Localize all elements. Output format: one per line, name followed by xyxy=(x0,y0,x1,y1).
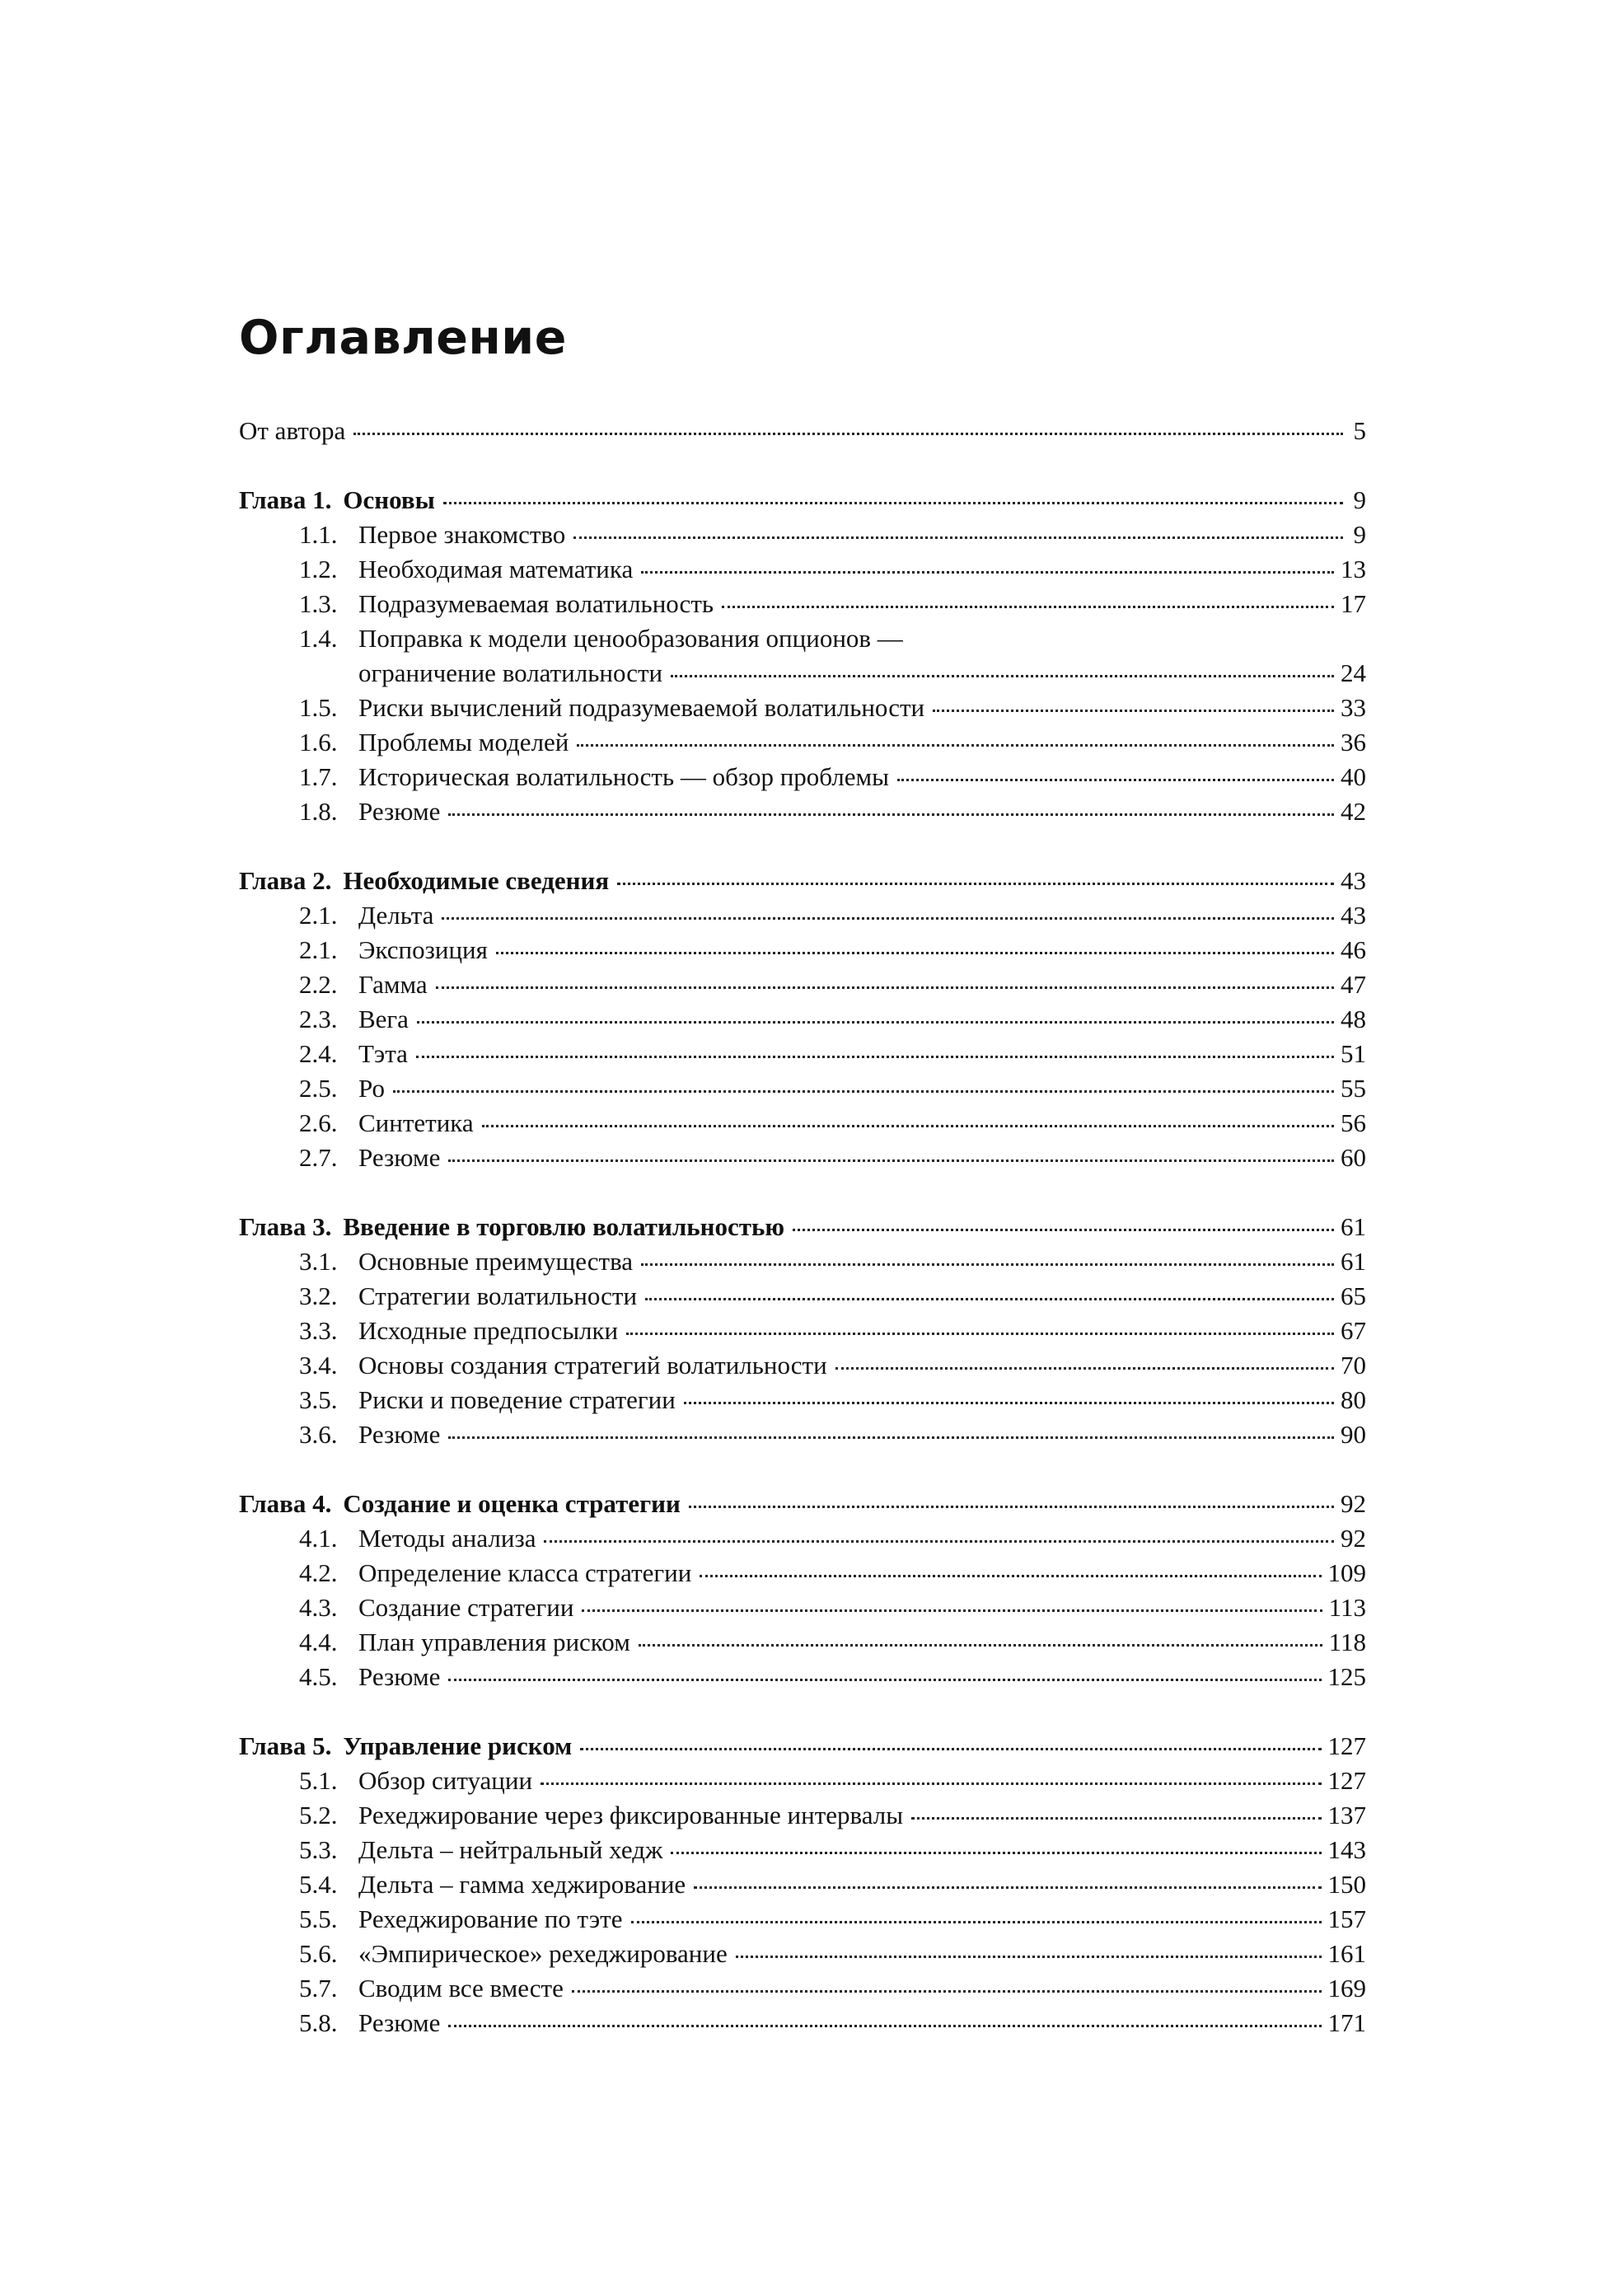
dot-leader xyxy=(442,917,1334,920)
toc-page-number: 56 xyxy=(1341,1108,1366,1137)
toc-section-title: Резюме xyxy=(358,1420,441,1449)
toc-section-entry xyxy=(299,621,1366,656)
toc-section-title: Создание стратегии xyxy=(358,1593,574,1622)
toc-section-title: Синтетика xyxy=(358,1108,474,1137)
toc-section-entry xyxy=(299,1902,1366,1937)
toc-entry-title: От автора xyxy=(239,416,346,445)
toc-section-title: Сводим все вместе xyxy=(358,1974,564,2003)
toc-section-entry xyxy=(299,1417,1366,1452)
dot-leader xyxy=(671,1852,1321,1854)
toc-page-number: 46 xyxy=(1341,935,1366,964)
toc-section-number: 3.5. xyxy=(299,1385,338,1414)
toc-section-title: Основные преимущества xyxy=(358,1247,634,1276)
toc-section-entry xyxy=(299,725,1366,760)
toc-section-entry xyxy=(299,1279,1366,1314)
dot-leader xyxy=(639,1644,1322,1647)
toc-page-number: 65 xyxy=(1341,1281,1366,1310)
toc-page-number: 48 xyxy=(1341,1005,1366,1033)
toc-page-number: 171 xyxy=(1327,2008,1366,2037)
toc-section-entry xyxy=(299,1071,1366,1106)
toc-section-number: 5.7. xyxy=(299,1974,338,2003)
dot-leader xyxy=(641,1263,1334,1266)
toc-page-number: 127 xyxy=(1327,1731,1366,1760)
toc-section-number: 5.3. xyxy=(299,1835,338,1864)
toc-page-number: 43 xyxy=(1341,866,1366,895)
dot-leader xyxy=(448,2025,1321,2027)
toc-section-title: Дельта – нейтральный хедж xyxy=(358,1835,663,1864)
toc-section-entry xyxy=(299,898,1366,933)
toc-section-entry xyxy=(299,691,1366,725)
toc-section-title: Стратегии волатильности xyxy=(358,1281,638,1310)
dot-leader xyxy=(577,744,1334,747)
dot-leader xyxy=(911,1817,1321,1820)
toc-section-number: 5.8. xyxy=(299,2008,338,2037)
toc-section-number: 3.3. xyxy=(299,1316,338,1345)
dot-leader xyxy=(448,1679,1321,1681)
toc-section-title: Определение класса стратегии xyxy=(358,1558,692,1587)
dot-leader xyxy=(631,1921,1322,1923)
dot-leader xyxy=(626,1333,1334,1335)
toc-section-number: 4.2. xyxy=(299,1558,338,1587)
dot-leader xyxy=(736,1956,1322,1958)
toc-chapter-1 xyxy=(239,483,1366,518)
toc-page-number: 169 xyxy=(1327,1974,1366,2003)
dot-leader xyxy=(933,710,1334,712)
dot-leader xyxy=(641,571,1334,574)
toc-section-number: 1.7. xyxy=(299,762,338,791)
toc-page-number: 125 xyxy=(1327,1662,1366,1691)
dot-leader xyxy=(573,536,1343,539)
toc-section-number: 2.7. xyxy=(299,1143,338,1172)
toc-page-number: 109 xyxy=(1327,1558,1366,1587)
toc-section-title: Методы анализа xyxy=(358,1524,536,1553)
toc-page-number: 67 xyxy=(1341,1316,1366,1345)
toc-chapter-label: Глава 4. xyxy=(239,1489,332,1518)
toc-section-title: Тэта xyxy=(358,1039,408,1068)
toc-section-continuation xyxy=(299,656,1366,691)
toc-section-number: 1.5. xyxy=(299,693,338,722)
toc-section-title: Рехеджирование через фиксированные интервалы xyxy=(358,1801,904,1829)
toc-section-title: Вега xyxy=(358,1005,409,1033)
toc-section-entry xyxy=(299,760,1366,794)
toc-page-number: 161 xyxy=(1327,1939,1366,1968)
toc-page-number: 61 xyxy=(1341,1247,1366,1276)
toc-section-number: 4.3. xyxy=(299,1593,338,1622)
toc-section-title-continued: ограничение волатильности xyxy=(358,658,663,687)
toc-section-entry xyxy=(299,1556,1366,1590)
toc-section-title: Резюме xyxy=(358,1662,441,1691)
toc-section-entry xyxy=(299,518,1366,552)
toc-section-number: 2.4. xyxy=(299,1039,338,1068)
toc-section-title: Необходимая математика xyxy=(358,555,634,583)
toc-page-number: 92 xyxy=(1341,1524,1366,1553)
dot-leader xyxy=(580,1748,1321,1750)
toc-section-title: Дельта – гамма хеджирование xyxy=(358,1870,686,1899)
toc-section-number: 4.4. xyxy=(299,1628,338,1656)
dot-leader xyxy=(645,1298,1334,1300)
toc-section-entry xyxy=(299,1764,1366,1798)
toc-page-number: 24 xyxy=(1341,658,1366,687)
toc-section-title: Основы создания стратегий волатильности xyxy=(358,1351,827,1380)
dot-leader xyxy=(689,1506,1334,1508)
toc-section-title: Экспозиция xyxy=(358,935,488,964)
toc-section-entry xyxy=(299,1314,1366,1348)
toc-page-number: 137 xyxy=(1327,1801,1366,1829)
toc-page-number: 47 xyxy=(1341,970,1366,999)
toc-page-number: 33 xyxy=(1341,693,1366,722)
toc-chapter-label: Глава 2. xyxy=(239,866,332,895)
toc-section-title: Ро xyxy=(358,1074,385,1103)
toc-section-number: 1.6. xyxy=(299,728,338,757)
toc-section-title: Обзор ситуации xyxy=(358,1766,533,1795)
toc-section-title: Первое знакомство xyxy=(358,520,566,549)
toc-section-entry xyxy=(299,1106,1366,1141)
toc-page-number: 40 xyxy=(1341,762,1366,791)
dot-leader xyxy=(482,1125,1334,1127)
toc-chapter-title: Основы xyxy=(343,485,435,514)
dot-leader xyxy=(496,952,1334,954)
toc-page-number: 5 xyxy=(1353,416,1366,445)
toc-section-entry xyxy=(299,1348,1366,1383)
toc-section-number: 5.1. xyxy=(299,1766,338,1795)
toc-page-number: 43 xyxy=(1341,901,1366,930)
dot-leader xyxy=(541,1782,1321,1785)
toc-section-number: 1.4. xyxy=(299,624,338,653)
dot-leader xyxy=(448,1436,1334,1439)
dot-leader xyxy=(700,1575,1321,1577)
toc-section-number: 2.1. xyxy=(299,935,338,964)
toc-section-number: 2.5. xyxy=(299,1074,338,1103)
toc-section-title: Риски и поведение стратегии xyxy=(358,1385,676,1414)
toc-page-number: 17 xyxy=(1341,589,1366,618)
toc-section-entry xyxy=(299,552,1366,587)
toc-page-number: 143 xyxy=(1327,1835,1366,1864)
toc-section-number: 4.5. xyxy=(299,1662,338,1691)
toc-page-number: 61 xyxy=(1341,1212,1366,1241)
dot-leader xyxy=(416,1056,1334,1058)
dot-leader xyxy=(436,986,1334,989)
toc-section-number: 2.6. xyxy=(299,1108,338,1137)
toc-chapter-label: Глава 5. xyxy=(239,1731,332,1760)
toc-section-entry xyxy=(299,1521,1366,1556)
toc-chapter-title: Необходимые сведения xyxy=(343,866,610,895)
toc-section-entry xyxy=(299,2006,1366,2040)
dot-leader xyxy=(617,883,1334,885)
dot-leader xyxy=(572,1990,1322,1993)
toc-section-number: 1.1. xyxy=(299,520,338,549)
toc-section-title: Исходные предпосылки xyxy=(358,1316,619,1345)
toc-chapter-3 xyxy=(239,1210,1366,1244)
toc-section-title: Подразумеваемая волатильность xyxy=(358,589,714,618)
dot-leader xyxy=(684,1402,1334,1404)
toc-section-title: Историческая волатильность — обзор проблемы xyxy=(358,762,889,791)
toc-chapter-label: Глава 1. xyxy=(239,485,332,514)
toc-section-entry xyxy=(299,1833,1366,1867)
toc-section-entry xyxy=(299,933,1366,967)
toc-section-entry xyxy=(299,1937,1366,1971)
toc-page-number: 80 xyxy=(1341,1385,1366,1414)
toc-page-number: 90 xyxy=(1341,1420,1366,1449)
toc-chapter-5 xyxy=(239,1729,1366,1764)
toc-page-number: 36 xyxy=(1341,728,1366,757)
toc-section-title: Гамма xyxy=(358,970,428,999)
toc-section-number: 3.1. xyxy=(299,1247,338,1276)
dot-leader xyxy=(448,1159,1334,1162)
toc-chapter-title: Управление риском xyxy=(343,1731,573,1760)
toc-page-number: 157 xyxy=(1327,1904,1366,1933)
toc-page-number: 127 xyxy=(1327,1766,1366,1795)
toc-page-number: 60 xyxy=(1341,1143,1366,1172)
toc-chapter-2 xyxy=(239,864,1366,898)
toc-section-title: План управления риском xyxy=(358,1628,630,1656)
toc-chapter-4 xyxy=(239,1487,1366,1521)
toc-section-entry xyxy=(299,1625,1366,1660)
toc-section-number: 1.3. xyxy=(299,589,338,618)
dot-leader xyxy=(793,1229,1334,1231)
toc-page-number: 150 xyxy=(1327,1870,1366,1899)
toc-section-entry xyxy=(299,1660,1366,1694)
toc-page-number: 42 xyxy=(1341,797,1366,826)
toc-section-entry xyxy=(299,1383,1366,1417)
toc-page-number: 51 xyxy=(1341,1039,1366,1068)
toc-section-entry xyxy=(299,1590,1366,1625)
toc-section-title: Резюме xyxy=(358,2008,441,2037)
toc-section-number: 2.3. xyxy=(299,1005,338,1033)
toc-page-number: 9 xyxy=(1353,485,1366,514)
toc-section-number: 3.2. xyxy=(299,1281,338,1310)
dot-leader xyxy=(417,1021,1334,1024)
toc-section-title: Резюме xyxy=(358,1143,441,1172)
dot-leader xyxy=(393,1090,1334,1093)
toc-section-entry xyxy=(299,1244,1366,1279)
toc-section-title: Резюме xyxy=(358,797,441,826)
dot-leader xyxy=(448,813,1334,816)
toc-section-entry xyxy=(299,587,1366,621)
toc-section-number: 1.2. xyxy=(299,555,338,583)
dot-leader xyxy=(582,1609,1322,1612)
dot-leader xyxy=(443,502,1343,504)
dot-leader xyxy=(671,675,1334,677)
toc-section-entry xyxy=(299,1798,1366,1833)
toc-chapter-label: Глава 3. xyxy=(239,1212,332,1241)
page-title: Оглавление xyxy=(239,311,567,365)
toc-page-number: 55 xyxy=(1341,1074,1366,1103)
dot-leader xyxy=(544,1540,1334,1543)
dot-leader xyxy=(722,606,1334,608)
toc-section-entry xyxy=(299,1141,1366,1175)
toc-section-number: 2.2. xyxy=(299,970,338,999)
toc-section-number: 3.4. xyxy=(299,1351,338,1380)
toc-chapter-title: Создание и оценка стратегии xyxy=(343,1489,681,1518)
toc-section-entry xyxy=(299,967,1366,1002)
toc-section-title: Поправка к модели ценообразования опционов — xyxy=(358,624,903,653)
toc-section-number: 1.8. xyxy=(299,797,338,826)
dot-leader xyxy=(353,433,1343,435)
toc-section-title: Риски вычислений подразумеваемой волатильности xyxy=(358,693,925,722)
toc-section-number: 5.6. xyxy=(299,1939,338,1968)
toc-page-number: 92 xyxy=(1341,1489,1366,1518)
toc-section-number: 5.2. xyxy=(299,1801,338,1829)
toc-section-number: 3.6. xyxy=(299,1420,338,1449)
toc-section-entry xyxy=(299,1002,1366,1037)
toc-section-title: Проблемы моделей xyxy=(358,728,569,757)
toc-page-number: 118 xyxy=(1328,1628,1366,1656)
toc-section-number: 5.4. xyxy=(299,1870,338,1899)
toc-chapter-title: Введение в торговлю волатильностью xyxy=(343,1212,785,1241)
toc-section-title: Дельта xyxy=(358,901,434,930)
toc-section-entry xyxy=(299,1971,1366,2006)
toc-section-number: 4.1. xyxy=(299,1524,338,1553)
dot-leader xyxy=(835,1367,1334,1370)
toc-section-title: Рехеджирование по тэте xyxy=(358,1904,623,1933)
toc-section-entry xyxy=(299,1037,1366,1071)
toc-section-number: 2.1. xyxy=(299,901,338,930)
toc-section-entry xyxy=(299,794,1366,829)
dot-leader xyxy=(897,779,1334,781)
dot-leader xyxy=(694,1886,1321,1889)
toc-page-number: 113 xyxy=(1328,1593,1366,1622)
toc-section-title: «Эмпирическое» рехеджирование xyxy=(358,1939,728,1968)
toc-section-number: 5.5. xyxy=(299,1904,338,1933)
toc-page-number: 70 xyxy=(1341,1351,1366,1380)
toc-page-number: 9 xyxy=(1353,520,1366,549)
toc-section-entry xyxy=(299,1867,1366,1902)
toc-entry-author-note xyxy=(239,414,1366,448)
toc-page-number: 13 xyxy=(1341,555,1366,583)
